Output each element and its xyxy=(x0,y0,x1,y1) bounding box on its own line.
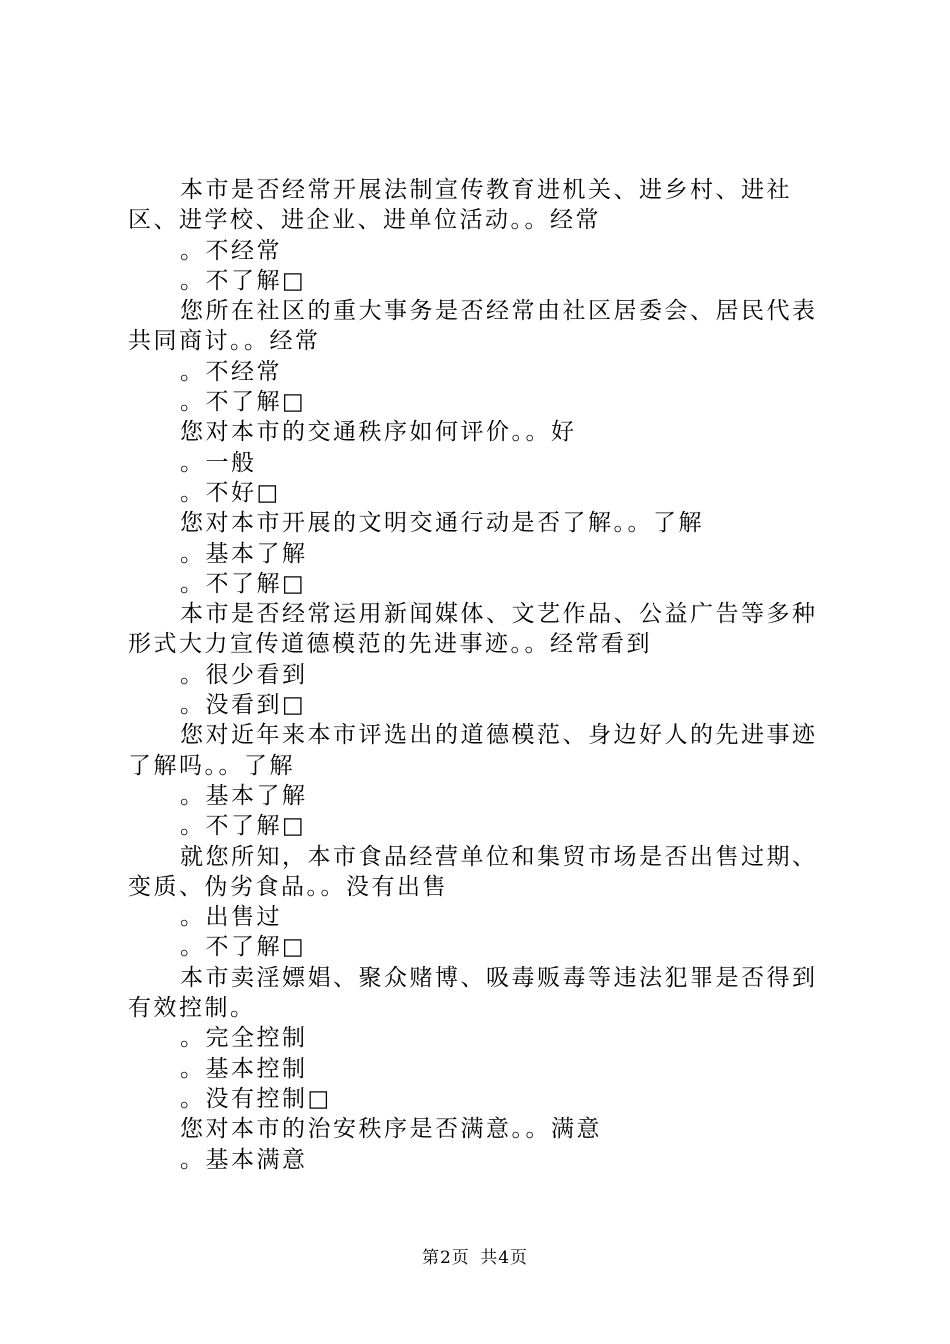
total-pages: 共4页 xyxy=(480,1248,529,1268)
option-text: 。不了解□ xyxy=(180,267,307,294)
option-text: 。基本了解 xyxy=(180,540,308,567)
option-text: 。出售过 xyxy=(180,904,282,931)
question-text: 您对本市开展的文明交通行动是否了解。。了解 xyxy=(180,510,704,537)
question-text: 本市是否经常运用新闻媒体、文艺作品、公益广告等多种形式大力宣传道德模范的先进事迹。。经常看到 xyxy=(128,601,818,658)
option-text: 。不好□ xyxy=(180,479,281,506)
question-text: 本市卖淫嫖娼、聚众赌博、吸毒贩毒等违法犯罪是否得到有效控制。 xyxy=(128,964,818,1022)
option-text: 。不了解□ xyxy=(180,570,307,597)
option-text: 。完全控制 xyxy=(180,1025,308,1052)
page-number: 第2页 xyxy=(421,1248,470,1268)
option-text: 。基本了解 xyxy=(180,782,308,809)
option-text: 。不了解□ xyxy=(180,389,307,416)
option-text: 。一般 xyxy=(180,449,257,476)
option-text: 。基本控制 xyxy=(180,1055,308,1082)
question-text: 您对本市的治安秩序是否满意。。满意 xyxy=(180,1116,602,1143)
question-text: 您对本市的交通秩序如何评价。。好 xyxy=(180,419,577,446)
question-text: 本市是否经常开展法制宣传教育进机关、进乡村、进社区、进学校、进企业、进单位活动。。经常 xyxy=(128,177,792,234)
option-text: 。没有控制□ xyxy=(180,1085,332,1112)
option-text: 。很少看到 xyxy=(180,661,308,688)
option-text: 。不经常 xyxy=(180,358,282,385)
survey-content xyxy=(128,175,838,1175)
option-text: 。不了解□ xyxy=(180,813,307,840)
question-text: 就您所知，本市食品经营单位和集贸市场是否出售过期、变质、伪劣食品。。没有出售 xyxy=(128,843,818,900)
option-text: 。不经常 xyxy=(180,237,282,264)
option-text: 。没看到□ xyxy=(180,692,307,719)
option-text: 。基本满意 xyxy=(180,1146,308,1173)
page-footer xyxy=(0,1243,950,1268)
question-text: 您所在社区的重大事务是否经常由社区居委会、居民代表共同商讨。。经常 xyxy=(128,298,818,355)
option-text: 。不了解□ xyxy=(180,934,307,961)
question-text: 您对近年来本市评选出的道德模范、身边好人的先进事迹了解吗。。了解 xyxy=(128,722,818,779)
